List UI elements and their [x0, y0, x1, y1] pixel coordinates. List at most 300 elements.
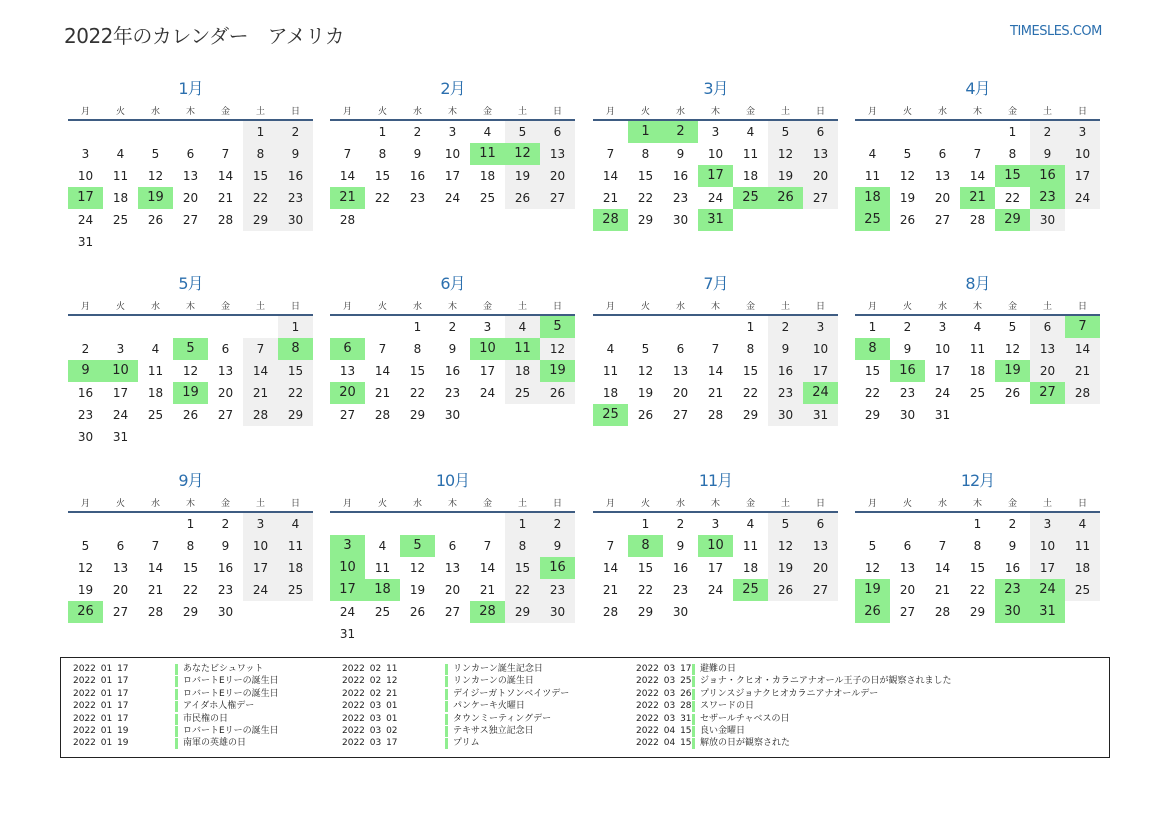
day-cell: 30	[278, 209, 313, 231]
holiday-day-cell: 11	[505, 338, 540, 360]
month-5	[68, 271, 313, 451]
holiday-name: プリンスジョナクヒオカラニアナオールデー	[700, 688, 879, 699]
day-cell: 30	[77, 430, 94, 444]
day-cell: 25	[278, 579, 313, 601]
weekday-label: 日	[552, 302, 562, 312]
day-cell: 18	[969, 364, 986, 378]
day-cell: 9	[413, 147, 422, 161]
weekday-label: 月	[342, 107, 352, 117]
month-11	[593, 468, 838, 648]
day-cell: 7	[221, 147, 230, 161]
weekday-label: 金	[220, 302, 230, 312]
day-cell: 21	[934, 583, 951, 597]
day-cell: 27	[803, 187, 838, 209]
day-cell: 21	[479, 583, 496, 597]
day-cell: 8	[186, 539, 195, 553]
month-6	[330, 271, 575, 451]
holiday-day-cell: 28	[593, 209, 628, 231]
day-cell: 6	[676, 342, 685, 356]
day-cell: 25	[112, 213, 129, 227]
day-cell: 27	[112, 605, 129, 619]
day-cell: 27	[672, 408, 689, 422]
holiday-day-cell: 26	[855, 601, 890, 623]
holiday-marker	[692, 689, 695, 700]
month-title: 9月	[178, 471, 203, 490]
day-cell: 2	[768, 316, 803, 338]
day-cell: 2	[81, 342, 90, 356]
day-cell: 15	[742, 364, 759, 378]
day-cell: 4	[278, 513, 313, 535]
weekday-label: 月	[80, 107, 90, 117]
weekday-label: 木	[972, 302, 982, 312]
day-cell: 19	[768, 557, 803, 579]
day-cell: 13	[444, 561, 461, 575]
day-cell: 30	[768, 404, 803, 426]
day-cell: 24	[112, 408, 129, 422]
weekday-label: 水	[150, 499, 160, 509]
weekday-label: 日	[815, 107, 825, 117]
weekday-label: 木	[710, 107, 720, 117]
month-7	[593, 271, 838, 451]
day-cell: 20	[672, 386, 689, 400]
day-cell: 7	[483, 539, 492, 553]
day-cell: 21	[602, 583, 619, 597]
weekday-label: 金	[745, 107, 755, 117]
weekday-label: 水	[412, 107, 422, 117]
day-cell: 7	[343, 147, 352, 161]
day-cell: 14	[339, 169, 356, 183]
month-title: 8月	[965, 274, 990, 293]
day-cell: 9	[903, 342, 912, 356]
weekday-label: 日	[815, 302, 825, 312]
day-cell: 1	[641, 517, 650, 531]
holiday-marker	[175, 676, 178, 687]
day-cell: 17	[803, 360, 838, 382]
weekday-label: 土	[255, 302, 265, 312]
day-cell: 24	[339, 605, 356, 619]
day-cell: 30	[444, 408, 461, 422]
weekday-label: 水	[150, 107, 160, 117]
holiday-day-cell: 16	[1030, 165, 1065, 187]
day-cell: 22	[182, 583, 199, 597]
day-cell: 13	[339, 364, 356, 378]
day-cell: 5	[1008, 320, 1017, 334]
day-cell: 3	[116, 342, 125, 356]
holiday-day-cell: 16	[540, 557, 575, 579]
holiday-day-cell: 21	[960, 187, 995, 209]
day-cell: 21	[374, 386, 391, 400]
day-cell: 7	[711, 342, 720, 356]
day-cell: 20	[803, 557, 838, 579]
weekday-label: 水	[937, 302, 947, 312]
month-8	[855, 271, 1100, 451]
holiday-name: プリム	[453, 738, 480, 749]
day-cell: 20	[899, 583, 916, 597]
day-cell: 26	[147, 213, 164, 227]
day-cell: 3	[243, 513, 278, 535]
day-cell: 4	[116, 147, 125, 161]
day-cell: 13	[112, 561, 129, 575]
holiday-marker	[175, 664, 178, 675]
day-cell: 2	[221, 517, 230, 531]
holiday-day-cell: 25	[593, 404, 628, 426]
weekday-label: 日	[1077, 499, 1087, 509]
holiday-marker	[692, 738, 695, 749]
day-cell: 23	[672, 583, 689, 597]
day-cell: 23	[278, 187, 313, 209]
day-cell: 12	[1004, 342, 1021, 356]
month-10	[330, 468, 575, 648]
weekday-label: 木	[447, 302, 457, 312]
day-cell: 11	[602, 364, 619, 378]
weekday-label: 火	[640, 302, 650, 312]
weekday-label: 日	[1077, 302, 1087, 312]
day-cell: 29	[182, 605, 199, 619]
day-cell: 7	[606, 539, 615, 553]
day-cell: 29	[637, 605, 654, 619]
day-cell: 30	[899, 408, 916, 422]
day-cell: 31	[77, 235, 94, 249]
holiday-day-cell: 10	[698, 535, 733, 557]
day-cell: 13	[934, 169, 951, 183]
day-cell: 12	[864, 561, 881, 575]
day-cell: 3	[803, 316, 838, 338]
weekday-label: 日	[290, 302, 300, 312]
holiday-name: 南軍の英雄の日	[183, 738, 247, 749]
day-cell: 12	[637, 364, 654, 378]
day-cell: 10	[1030, 535, 1065, 557]
day-cell: 19	[505, 165, 540, 187]
day-cell: 13	[672, 364, 689, 378]
day-cell: 20	[540, 165, 575, 187]
day-cell: 15	[182, 561, 199, 575]
day-cell: 12	[409, 561, 426, 575]
holiday-marker	[692, 701, 695, 712]
day-cell: 2	[1008, 517, 1017, 531]
weekday-label: 水	[937, 499, 947, 509]
holiday-name: ロバートEリーの誕生日	[183, 676, 279, 687]
weekday-label: 金	[1007, 302, 1017, 312]
day-cell: 11	[742, 539, 759, 553]
weekday-label: 金	[220, 499, 230, 509]
weekday-label: 火	[902, 107, 912, 117]
holiday-date: 2022 03 01	[342, 701, 398, 712]
weekday-label: 月	[80, 302, 90, 312]
holiday-day-cell: 18	[365, 579, 400, 601]
weekday-label: 木	[972, 499, 982, 509]
day-cell: 21	[217, 191, 234, 205]
day-cell: 9	[540, 535, 575, 557]
holiday-name: アイダホ人権デー	[183, 701, 255, 712]
weekday-label: 日	[290, 499, 300, 509]
holiday-date: 2022 01 17	[73, 676, 129, 687]
day-cell: 16	[444, 364, 461, 378]
day-cell: 5	[903, 147, 912, 161]
day-cell: 11	[969, 342, 986, 356]
holiday-day-cell: 29	[995, 209, 1030, 231]
weekday-label: 水	[675, 302, 685, 312]
day-cell: 20	[217, 386, 234, 400]
day-cell: 6	[540, 121, 575, 143]
weekday-label: 月	[342, 302, 352, 312]
day-cell: 22	[278, 382, 313, 404]
day-cell: 6	[803, 121, 838, 143]
day-cell: 24	[444, 191, 461, 205]
day-cell: 1	[413, 320, 422, 334]
holiday-day-cell: 10	[103, 360, 138, 382]
holiday-day-cell: 12	[505, 143, 540, 165]
day-cell: 13	[182, 169, 199, 183]
holiday-day-cell: 2	[663, 121, 698, 143]
day-cell: 9	[448, 342, 457, 356]
weekday-label: 日	[290, 107, 300, 117]
month-title: 3月	[703, 79, 728, 98]
day-cell: 11	[278, 535, 313, 557]
weekday-label: 日	[815, 499, 825, 509]
holiday-day-cell: 25	[733, 187, 768, 209]
day-cell: 31	[339, 627, 356, 641]
holiday-day-cell: 19	[138, 187, 173, 209]
holiday-day-cell: 7	[1065, 316, 1100, 338]
day-cell: 28	[147, 605, 164, 619]
holiday-date: 2022 01 19	[73, 726, 129, 736]
day-cell: 25	[969, 386, 986, 400]
day-cell: 17	[243, 557, 278, 579]
day-cell: 4	[746, 517, 755, 531]
day-cell: 8	[973, 539, 982, 553]
day-cell: 27	[217, 408, 234, 422]
day-cell: 17	[1030, 557, 1065, 579]
day-cell: 9	[768, 338, 803, 360]
day-cell: 12	[540, 338, 575, 360]
holiday-name: 避難の日	[700, 664, 737, 674]
day-cell: 23	[768, 382, 803, 404]
day-cell: 25	[479, 191, 496, 205]
weekday-label: 火	[640, 499, 650, 509]
holiday-day-cell: 5	[540, 316, 575, 338]
day-cell: 24	[707, 583, 724, 597]
day-cell: 20	[934, 191, 951, 205]
day-cell: 30	[217, 605, 234, 619]
day-cell: 29	[864, 408, 881, 422]
day-cell: 26	[899, 213, 916, 227]
day-cell: 21	[602, 191, 619, 205]
day-cell: 6	[803, 513, 838, 535]
day-cell: 18	[278, 557, 313, 579]
day-cell: 11	[742, 147, 759, 161]
holiday-marker	[692, 726, 695, 737]
day-cell: 13	[217, 364, 234, 378]
holiday-date: 2022 01 17	[73, 701, 129, 712]
holiday-date: 2022 03 01	[342, 713, 398, 724]
weekday-label: 金	[745, 302, 755, 312]
day-cell: 8	[746, 342, 755, 356]
day-cell: 27	[182, 213, 199, 227]
holiday-marker	[692, 664, 695, 675]
weekday-label: 火	[115, 302, 125, 312]
holiday-day-cell: 8	[278, 338, 313, 360]
day-cell: 18	[602, 386, 619, 400]
month-4	[855, 76, 1100, 256]
day-cell: 14	[217, 169, 234, 183]
day-cell: 10	[77, 169, 94, 183]
day-cell: 14	[934, 561, 951, 575]
day-cell: 26	[768, 579, 803, 601]
day-cell: 1	[378, 125, 387, 139]
weekday-label: 水	[412, 499, 422, 509]
holiday-marker	[445, 701, 448, 712]
day-cell: 4	[606, 342, 615, 356]
holiday-date: 2022 01 19	[73, 738, 129, 749]
holiday-date: 2022 03 31	[636, 713, 692, 724]
day-cell: 17	[707, 561, 724, 575]
month-title: 5月	[178, 274, 203, 293]
holiday-day-cell: 15	[995, 165, 1030, 187]
holiday-date: 2022 02 21	[342, 688, 398, 699]
day-cell: 14	[1065, 338, 1100, 360]
day-cell: 1	[1008, 125, 1017, 139]
day-cell: 16	[217, 561, 234, 575]
holiday-date: 2022 03 17	[342, 738, 398, 749]
holiday-day-cell: 8	[855, 338, 890, 360]
day-cell: 10	[803, 338, 838, 360]
day-cell: 13	[803, 535, 838, 557]
site-brand[interactable]: TIMESLES.COM	[1010, 24, 1102, 39]
day-cell: 29	[243, 209, 278, 231]
weekday-label: 土	[1042, 302, 1052, 312]
day-cell: 12	[182, 364, 199, 378]
day-cell: 9	[676, 539, 685, 553]
holiday-marker	[175, 726, 178, 737]
day-cell: 28	[217, 213, 234, 227]
weekday-label: 日	[552, 107, 562, 117]
holiday-date: 2022 04 15	[636, 726, 692, 736]
day-cell: 5	[505, 121, 540, 143]
holiday-day-cell: 19	[995, 360, 1030, 382]
header-rule	[68, 314, 313, 316]
holiday-marker	[692, 676, 695, 687]
day-cell: 30	[672, 605, 689, 619]
holiday-day-cell: 21	[330, 187, 365, 209]
day-cell: 26	[1004, 386, 1021, 400]
month-title: 10月	[435, 471, 470, 490]
day-cell: 7	[973, 147, 982, 161]
holiday-day-cell: 24	[1030, 579, 1065, 601]
weekday-label: 金	[482, 302, 492, 312]
day-cell: 4	[746, 125, 755, 139]
day-cell: 24	[243, 579, 278, 601]
holiday-date: 2022 01 17	[73, 713, 129, 724]
day-cell: 25	[374, 605, 391, 619]
holiday-date: 2022 01 17	[73, 688, 129, 699]
weekday-label: 金	[482, 499, 492, 509]
weekday-label: 金	[220, 107, 230, 117]
day-cell: 2	[413, 125, 422, 139]
day-cell: 29	[505, 601, 540, 623]
day-cell: 22	[864, 386, 881, 400]
holiday-day-cell: 23	[995, 579, 1030, 601]
day-cell: 7	[938, 539, 947, 553]
holiday-name: スワードの日	[700, 701, 755, 712]
weekday-label: 木	[185, 302, 195, 312]
holiday-marker	[445, 738, 448, 749]
day-cell: 18	[147, 386, 164, 400]
day-cell: 1	[278, 316, 313, 338]
day-cell: 8	[505, 535, 540, 557]
day-cell: 19	[768, 165, 803, 187]
weekday-label: 月	[605, 499, 615, 509]
day-cell: 26	[637, 408, 654, 422]
holiday-day-cell: 17	[68, 187, 103, 209]
weekday-label: 金	[482, 107, 492, 117]
day-cell: 25	[505, 382, 540, 404]
day-cell: 5	[868, 539, 877, 553]
day-cell: 6	[186, 147, 195, 161]
month-2	[330, 76, 575, 256]
holiday-marker	[175, 701, 178, 712]
day-cell: 9	[221, 539, 230, 553]
day-cell: 7	[378, 342, 387, 356]
month-title: 1月	[178, 79, 203, 98]
day-cell: 17	[444, 169, 461, 183]
day-cell: 8	[243, 143, 278, 165]
holiday-name: ロバートEリーの誕生日	[183, 726, 279, 736]
weekday-label: 金	[745, 499, 755, 509]
month-title: 6月	[440, 274, 465, 293]
holiday-name: タウンミーティングデー	[453, 713, 552, 724]
day-cell: 3	[81, 147, 90, 161]
day-cell: 29	[637, 213, 654, 227]
weekday-label: 木	[447, 107, 457, 117]
day-cell: 23	[217, 583, 234, 597]
holiday-day-cell: 10	[470, 338, 505, 360]
day-cell: 11	[147, 364, 164, 378]
day-cell: 9	[1008, 539, 1017, 553]
day-cell: 6	[938, 147, 947, 161]
weekday-label: 木	[185, 499, 195, 509]
day-cell: 3	[1065, 121, 1100, 143]
day-cell: 25	[1065, 579, 1100, 601]
day-cell: 28	[602, 605, 619, 619]
day-cell: 2	[540, 513, 575, 535]
day-cell: 14	[602, 561, 619, 575]
month-3	[593, 76, 838, 256]
holiday-day-cell: 8	[628, 535, 663, 557]
day-cell: 17	[1065, 165, 1100, 187]
day-cell: 8	[1008, 147, 1017, 161]
day-cell: 28	[707, 408, 724, 422]
holiday-date: 2022 02 12	[342, 676, 398, 687]
holiday-name: ジョナ・クヒオ・カラニアナオール王子の日が観察されました	[700, 676, 952, 687]
weekday-label: 金	[1007, 107, 1017, 117]
holiday-day-cell: 26	[68, 601, 103, 623]
day-cell: 29	[969, 605, 986, 619]
day-cell: 27	[444, 605, 461, 619]
day-cell: 19	[409, 583, 426, 597]
holiday-day-cell: 20	[330, 382, 365, 404]
day-cell: 12	[147, 169, 164, 183]
day-cell: 21	[1065, 360, 1100, 382]
day-cell: 15	[243, 165, 278, 187]
day-cell: 28	[339, 213, 356, 227]
day-cell: 16	[672, 169, 689, 183]
weekday-label: 月	[80, 499, 90, 509]
day-cell: 16	[672, 561, 689, 575]
weekday-label: 月	[342, 499, 352, 509]
holiday-name: 良い金曜日	[700, 726, 746, 736]
day-cell: 17	[479, 364, 496, 378]
day-cell: 3	[711, 517, 720, 531]
